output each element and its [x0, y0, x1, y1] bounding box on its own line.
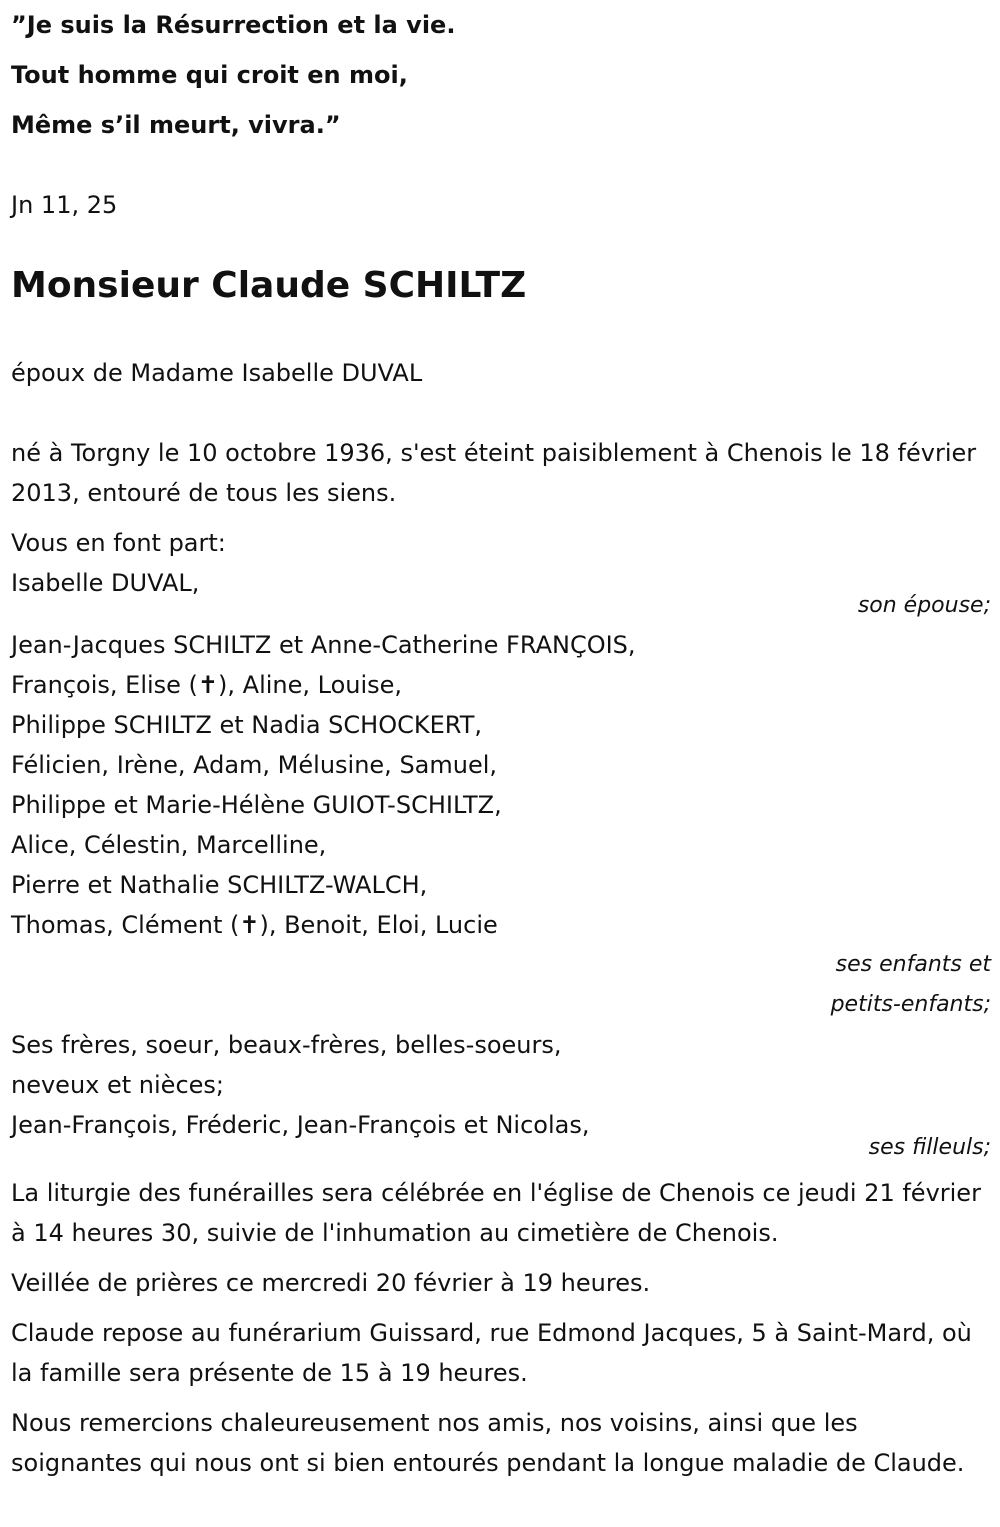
spouse-line: époux de Madame Isabelle DUVAL	[11, 359, 423, 387]
siblings-line-2: neveux et nièces;	[11, 1071, 224, 1099]
liturgy-text: La liturgie des funérailles sera célébrée en l'église de Chenois ce jeudi 21 février à 14 heures 30, suivie de l'inhumation au cimetière de Chenois.	[11, 1179, 981, 1247]
bible-quote	[11, 0, 991, 150]
children-line: Philippe et Marie-Hélène GUIOT-SCHILTZ,	[11, 791, 502, 819]
thanks-text: Nous remercions chaleureusement nos amis, nos voisins, ainsi que les soignantes qui nous ont si bien entourés pendant la longue maladie de Claude.	[11, 1409, 965, 1477]
children-list	[11, 625, 991, 945]
siblings-line-1: Ses frères, soeur, beaux-frères, belles-soeurs,	[11, 1031, 562, 1059]
vigil-text: Veillée de prières ce mercredi 20 février à 19 heures.	[11, 1269, 651, 1297]
children-line: Jean-Jacques SCHILTZ et Anne-Catherine FRANÇOIS,	[11, 631, 636, 659]
godchildren-relation: ses filleuls;	[868, 1135, 991, 1160]
wife-relation: son épouse;	[857, 593, 991, 618]
children-line: Alice, Célestin, Marcelline,	[11, 831, 327, 859]
birth-death-text: né à Torgny le 10 octobre 1936, s'est éteint paisiblement à Chenois le 18 février 2013, entouré de tous les siens.	[11, 439, 977, 507]
wife-name: Isabelle DUVAL,	[11, 569, 200, 597]
quote-line-3: Même s’il meurt, vivra.”	[11, 111, 341, 139]
godchildren-names: Jean-François, Fréderic, Jean-François et Nicolas,	[11, 1111, 590, 1139]
children-line: Philippe SCHILTZ et Nadia SCHOCKERT,	[11, 711, 482, 739]
children-relation-1: ses enfants et	[835, 952, 991, 977]
repose-text: Claude repose au funérarium Guissard, rue Edmond Jacques, 5 à Saint-Mard, où la famille sera présente de 15 à 19 heures.	[11, 1319, 972, 1387]
obituary-page	[11, 0, 991, 1477]
deceased-name: Monsieur Claude SCHILTZ	[11, 265, 527, 306]
quote-line-1: ”Je suis la Résurrection et la vie.	[11, 11, 456, 39]
obituary-body	[11, 433, 991, 1483]
quote-reference: Jn 11, 25	[11, 191, 118, 219]
quote-line-2: Tout homme qui croit en moi,	[11, 61, 408, 89]
children-line: François, Elise (✝), Aline, Louise,	[11, 671, 403, 699]
children-relation-2: petits-enfants;	[830, 992, 991, 1017]
announcement-intro: Vous en font part:	[11, 529, 226, 557]
children-line: Félicien, Irène, Adam, Mélusine, Samuel,	[11, 751, 498, 779]
children-line: Thomas, Clément (✝), Benoit, Eloi, Lucie	[11, 911, 498, 939]
children-line: Pierre et Nathalie SCHILTZ-WALCH,	[11, 871, 428, 899]
